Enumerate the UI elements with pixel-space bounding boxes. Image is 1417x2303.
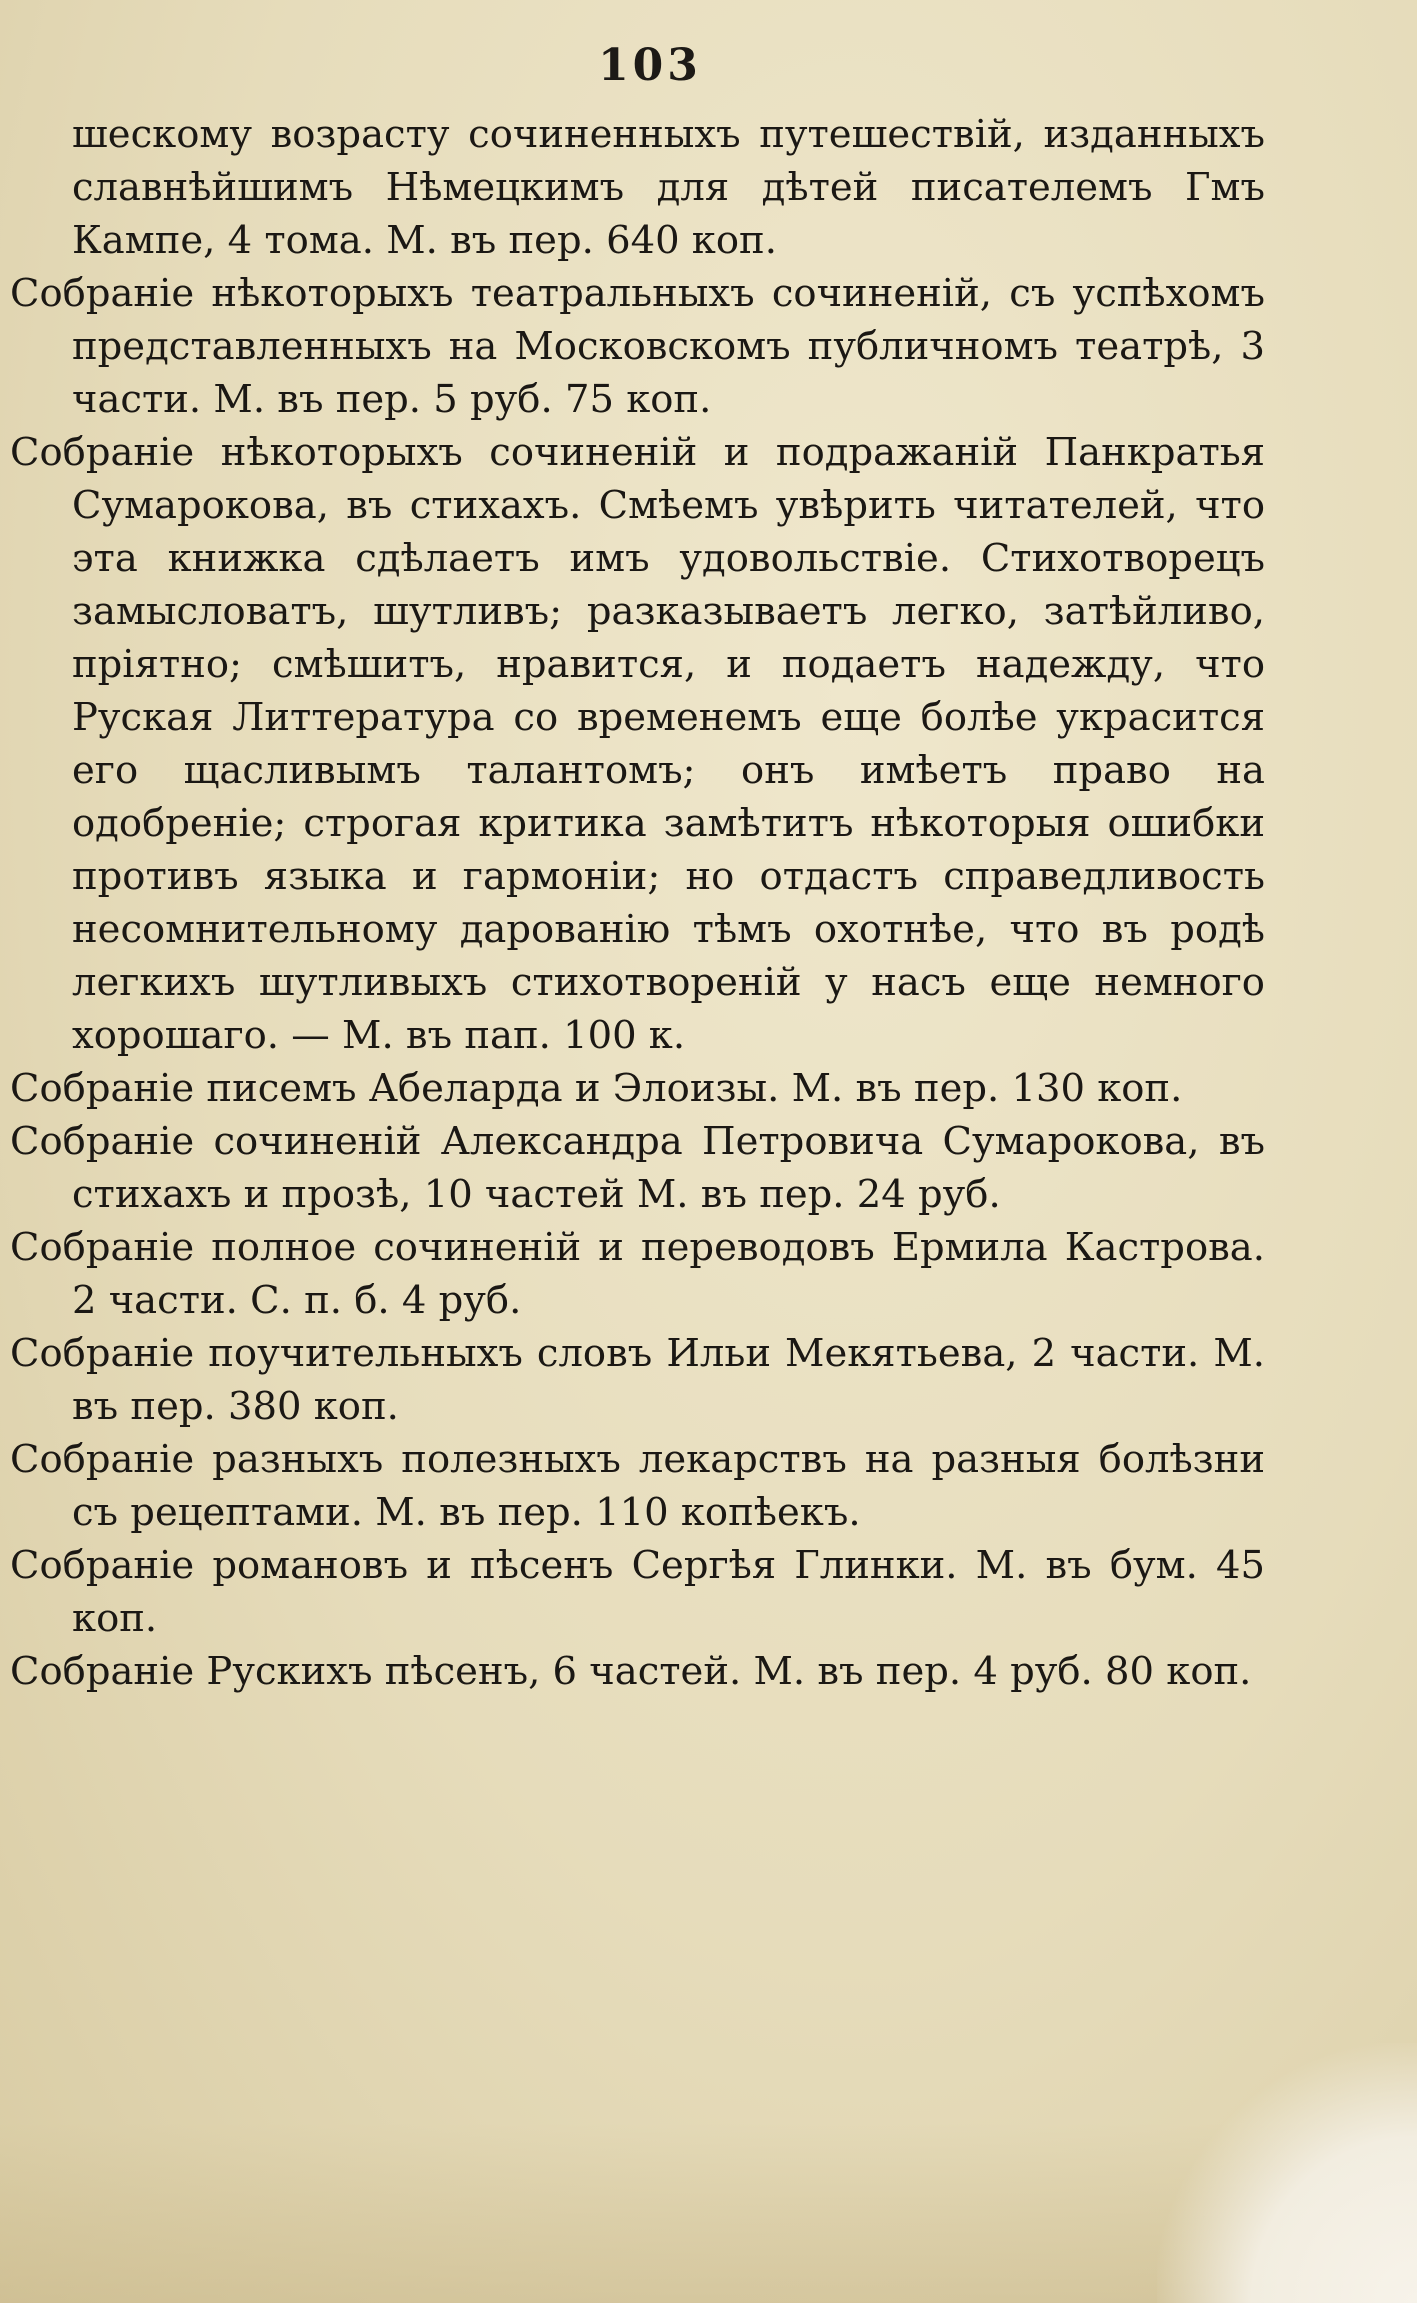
catalog-entry: Собраніе поучительныхъ словъ Ильи Мекятьева, 2 части. М. въ пер. 380 коп. [10,1331,1265,1429]
catalog-entry: Собраніе разныхъ полезныхъ лекарствъ на разныя болѣзни съ рецептами. М. въ пер. 110 копѣекъ. [10,1437,1265,1535]
catalog-entry: Собраніе нѣкоторыхъ театральныхъ сочиненій, съ успѣхомъ представленныхъ на Московскомъ публичномъ театрѣ, 3 части. М. въ пер. 5 руб. 75 коп. [10,271,1265,422]
torn-corner [1157,2043,1417,2303]
catalog-text [10,108,1265,1698]
catalog-entry: Собраніе сочиненій Александра Петровича Сумарокова, въ стихахъ и прозѣ, 10 частей М. въ пер. 24 руб. [10,1119,1265,1217]
catalog-entry: Собраніе писемъ Абеларда и Элоизы. М. въ пер. 130 коп. [10,1066,1183,1111]
catalog-entry: Собраніе нѣкоторыхъ сочиненій и подражаній Панкратья Сумарокова, въ стихахъ. Смѣемъ увѣрить читателей, что эта книжка сдѣлаетъ имъ удовольствіе. Стихотворецъ замысловатъ, шутливъ; разказываетъ легко, затѣйливо, пріятно; смѣшитъ, нравится, и подаетъ надежду, что Руская Литтература со временемъ еще болѣе украсится его щасливымъ талантомъ; онъ имѣетъ право на одобреніе; строгая критика замѣтитъ нѣкоторыя ошибки противъ языка и гармоніи; но отдастъ справедливость несомнительному дарованію тѣмъ охотнѣе, что въ родѣ легкихъ шутливыхъ стихотвореній у насъ еще немного хорошаго. — М. въ пап. 100 к. [10,430,1265,1058]
catalog-entry-continued: шескому возрасту сочиненныхъ путешествій, изданныхъ славнѣйшимъ Нѣмецкимъ для дѣтей писателемъ Гмъ Кампе, 4 тома. М. въ пер. 640 коп. [72,112,1265,263]
page-number: 103 [598,40,702,91]
catalog-entry: Собраніе Рускихъ пѣсенъ, 6 частей. М. въ пер. 4 руб. 80 коп. [10,1649,1252,1694]
catalog-entry: Собраніе полное сочиненій и переводовъ Ермила Кастрова. 2 части. С. п. б. 4 руб. [10,1225,1265,1323]
catalog-entry: Собраніе романовъ и пѣсенъ Сергѣя Глинки. М. въ бум. 45 коп. [10,1543,1265,1641]
